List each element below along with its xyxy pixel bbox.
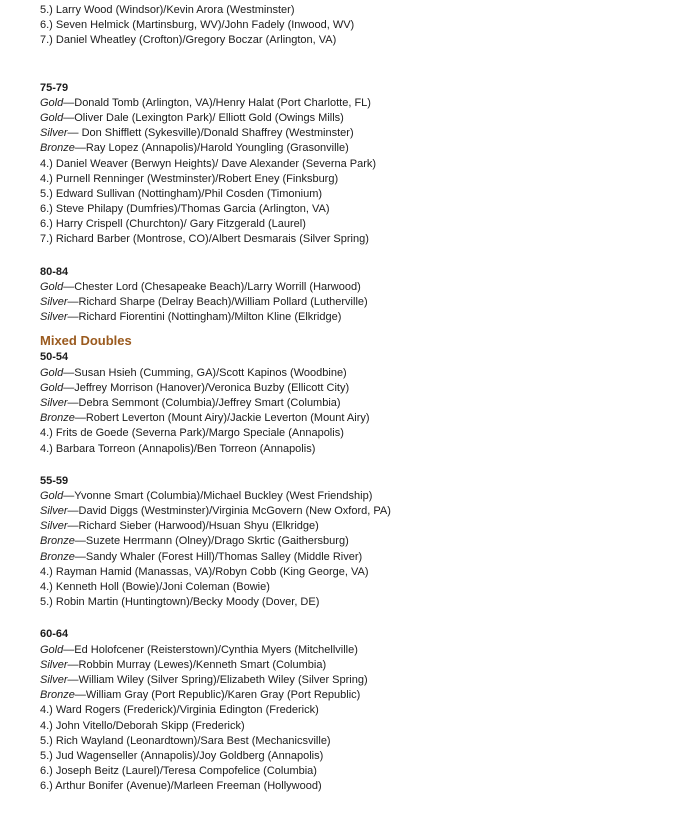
spacer bbox=[40, 610, 670, 627]
result-line bbox=[40, 310, 670, 325]
medal-label: Bronze bbox=[40, 535, 75, 548]
medal-label: Gold bbox=[40, 489, 64, 502]
medal-label: Gold bbox=[40, 643, 64, 656]
medal-label: Silver bbox=[40, 658, 68, 671]
result-text: 7.) Daniel Wheatley (Crofton)/Gregory Boczar (Arlington, VA) bbox=[40, 34, 337, 47]
result-line bbox=[40, 18, 670, 33]
result-line bbox=[40, 565, 670, 580]
age-group-title: 50-54 bbox=[40, 351, 69, 364]
medal-label: Gold bbox=[40, 96, 64, 109]
age-group-title: 60-64 bbox=[40, 628, 69, 641]
result-text: —David Diggs (Westminster)/Virginia McGovern (New Oxford, PA) bbox=[67, 505, 391, 518]
result-text: 6.) Joseph Beitz (Laurel)/Teresa Compofelice (Columbia) bbox=[40, 765, 317, 778]
result-line bbox=[40, 33, 670, 48]
medal-label: Bronze bbox=[40, 689, 75, 702]
result-line bbox=[40, 411, 670, 426]
result-text: 4.) Kenneth Holl (Bowie)/Joni Coleman (Bowie) bbox=[40, 581, 270, 593]
result-line bbox=[40, 719, 670, 734]
result-line bbox=[40, 519, 670, 534]
result-line bbox=[40, 550, 670, 565]
medal-label: Bronze bbox=[40, 142, 75, 155]
result-line bbox=[40, 534, 670, 549]
result-line bbox=[40, 187, 670, 202]
result-group bbox=[40, 474, 670, 611]
result-line bbox=[40, 396, 670, 411]
result-line bbox=[40, 688, 670, 703]
result-text: —Suzete Herrmann (Olney)/Drago Skrtic (Gaithersburg) bbox=[74, 535, 349, 548]
medal-label: Silver bbox=[40, 296, 68, 308]
result-line bbox=[40, 442, 670, 457]
medal-label: Bronze bbox=[40, 412, 75, 425]
medal-label: Silver bbox=[40, 520, 68, 533]
result-line bbox=[40, 764, 670, 779]
result-text: —Richard Sharpe (Delray Beach)/William Pollard (Lutherville) bbox=[67, 296, 368, 308]
result-line bbox=[40, 580, 670, 595]
result-text: 6.) Harry Crispell (Churchton)/ Gary Fitzgerald (Laurel) bbox=[40, 218, 306, 231]
result-text: —Richard Sieber (Harwood)/Hsuan Shyu (Elkridge) bbox=[67, 520, 319, 533]
medal-label: Silver bbox=[40, 396, 68, 409]
result-line bbox=[40, 295, 670, 310]
result-text: —William Wiley (Silver Spring)/Elizabeth Wiley (Silver Spring) bbox=[67, 673, 368, 686]
medal-label: Silver bbox=[40, 127, 68, 140]
medal-label: Silver bbox=[40, 505, 68, 518]
result-line bbox=[40, 749, 670, 764]
result-line bbox=[40, 366, 670, 381]
result-line bbox=[40, 111, 670, 126]
result-text: 4.) Daniel Weaver (Berwyn Heights)/ Dave Alexander (Severna Park) bbox=[40, 157, 377, 170]
result-text: — Don Shifflett (Sykesville)/Donald Shaffrey (Westminster) bbox=[67, 127, 354, 140]
result-text: 5.) Robin Martin (Huntingtown)/Becky Moody (Dover, DE) bbox=[40, 596, 320, 609]
result-line bbox=[40, 141, 670, 156]
result-line bbox=[40, 703, 670, 718]
result-text: 4.) John Vitello/Deborah Skipp (Frederick) bbox=[40, 719, 245, 732]
result-text: 4.) Purnell Renninger (Westminster)/Robert Eney (Finksburg) bbox=[40, 172, 339, 185]
result-line bbox=[40, 734, 670, 749]
result-line bbox=[40, 658, 670, 673]
result-text: —Richard Fiorentini (Nottingham)/Milton Kline (Elkridge) bbox=[67, 311, 342, 324]
result-line bbox=[40, 217, 670, 232]
result-line bbox=[40, 3, 670, 18]
medal-label: Gold bbox=[40, 366, 64, 379]
section-heading: Mixed Doubles bbox=[40, 333, 132, 349]
result-line bbox=[40, 504, 670, 519]
result-text: —Ray Lopez (Annapolis)/Harold Youngling (Grasonville) bbox=[74, 142, 349, 155]
result-text: —Robert Leverton (Mount Airy)/Jackie Leverton (Mount Airy) bbox=[74, 412, 370, 425]
result-text: —Ed Holofcener (Reisterstown)/Cynthia Myers (Mitchellville) bbox=[63, 643, 358, 656]
result-line bbox=[40, 595, 670, 610]
result-line bbox=[40, 280, 670, 295]
medal-label: Gold bbox=[40, 381, 64, 394]
age-group-title: 80-84 bbox=[40, 265, 69, 278]
medal-label: Silver bbox=[40, 311, 68, 324]
result-line bbox=[40, 643, 670, 658]
result-text: —Jeffrey Morrison (Hanover)/Veronica Buzby (Ellicott City) bbox=[63, 381, 350, 394]
age-group-title: 55-59 bbox=[40, 474, 69, 487]
result-text: 5.) Edward Sullivan (Nottingham)/Phil Cosden (Timonium) bbox=[40, 187, 323, 200]
result-line bbox=[40, 489, 670, 504]
result-line bbox=[40, 172, 670, 187]
result-text: —Robbin Murray (Lewes)/Kenneth Smart (Columbia) bbox=[67, 658, 327, 671]
age-group-title: 75-79 bbox=[40, 81, 69, 94]
spacer bbox=[40, 49, 670, 81]
medal-label: Bronze bbox=[40, 550, 75, 563]
medal-label: Gold bbox=[40, 280, 64, 293]
result-text: —William Gray (Port Republic)/Karen Gray (Port Republic) bbox=[74, 689, 361, 702]
result-text: 6.) Steve Philapy (Dumfries)/Thomas Garcia (Arlington, VA) bbox=[40, 203, 330, 216]
result-line bbox=[40, 232, 670, 247]
result-text: —Donald Tomb (Arlington, VA)/Henry Halat (Port Charlotte, FL) bbox=[63, 96, 371, 109]
result-line bbox=[40, 779, 670, 794]
result-group bbox=[40, 627, 670, 794]
result-line bbox=[40, 381, 670, 396]
result-group bbox=[40, 3, 670, 49]
result-line bbox=[40, 202, 670, 217]
result-group bbox=[40, 81, 670, 248]
result-text: —Sandy Whaler (Forest Hill)/Thomas Salley (Middle River) bbox=[74, 550, 363, 563]
medal-label: Silver bbox=[40, 673, 68, 686]
result-line bbox=[40, 96, 670, 111]
result-line bbox=[40, 673, 670, 688]
result-text: —Chester Lord (Chesapeake Beach)/Larry Worrill (Harwood) bbox=[63, 280, 361, 293]
spacer bbox=[40, 248, 670, 265]
result-text: 6.) Arthur Bonifer (Avenue)/Marleen Freeman (Hollywood) bbox=[40, 780, 322, 793]
result-text: —Yvonne Smart (Columbia)/Michael Buckley (West Friendship) bbox=[63, 489, 373, 502]
result-text: 5.) Jud Wagenseller (Annapolis)/Joy Goldberg (Annapolis) bbox=[40, 749, 324, 762]
result-line bbox=[40, 157, 670, 172]
result-text: 4.) Rayman Hamid (Manassas, VA)/Robyn Cobb (King George, VA) bbox=[40, 565, 369, 578]
result-text: 5.) Rich Wayland (Leonardtown)/Sara Best (Mechanicsville) bbox=[40, 734, 331, 747]
result-group bbox=[40, 265, 670, 326]
result-line bbox=[40, 426, 670, 441]
result-group bbox=[40, 350, 670, 456]
result-text: 4.) Frits de Goede (Severna Park)/Margo Speciale (Annapolis) bbox=[40, 427, 344, 440]
result-text: —Susan Hsieh (Cumming, GA)/Scott Kapinos (Woodbine) bbox=[63, 366, 347, 379]
spacer bbox=[40, 457, 670, 474]
results-document bbox=[40, 3, 670, 794]
result-line bbox=[40, 126, 670, 141]
result-text: —Oliver Dale (Lexington Park)/ Elliott Gold (Owings Mills) bbox=[63, 111, 344, 124]
result-text: 5.) Larry Wood (Windsor)/Kevin Arora (Westminster) bbox=[40, 4, 295, 16]
result-text: —Debra Semmont (Columbia)/Jeffrey Smart (Columbia) bbox=[67, 396, 341, 409]
result-text: 6.) Seven Helmick (Martinsburg, WV)/John Fadely (Inwood, WV) bbox=[40, 19, 355, 32]
result-text: 7.) Richard Barber (Montrose, CO)/Albert Desmarais (Silver Spring) bbox=[40, 233, 369, 246]
result-text: 4.) Ward Rogers (Frederick)/Virginia Edington (Frederick) bbox=[40, 704, 319, 717]
medal-label: Gold bbox=[40, 111, 64, 124]
result-text: 4.) Barbara Torreon (Annapolis)/Ben Torreon (Annapolis) bbox=[40, 442, 316, 455]
